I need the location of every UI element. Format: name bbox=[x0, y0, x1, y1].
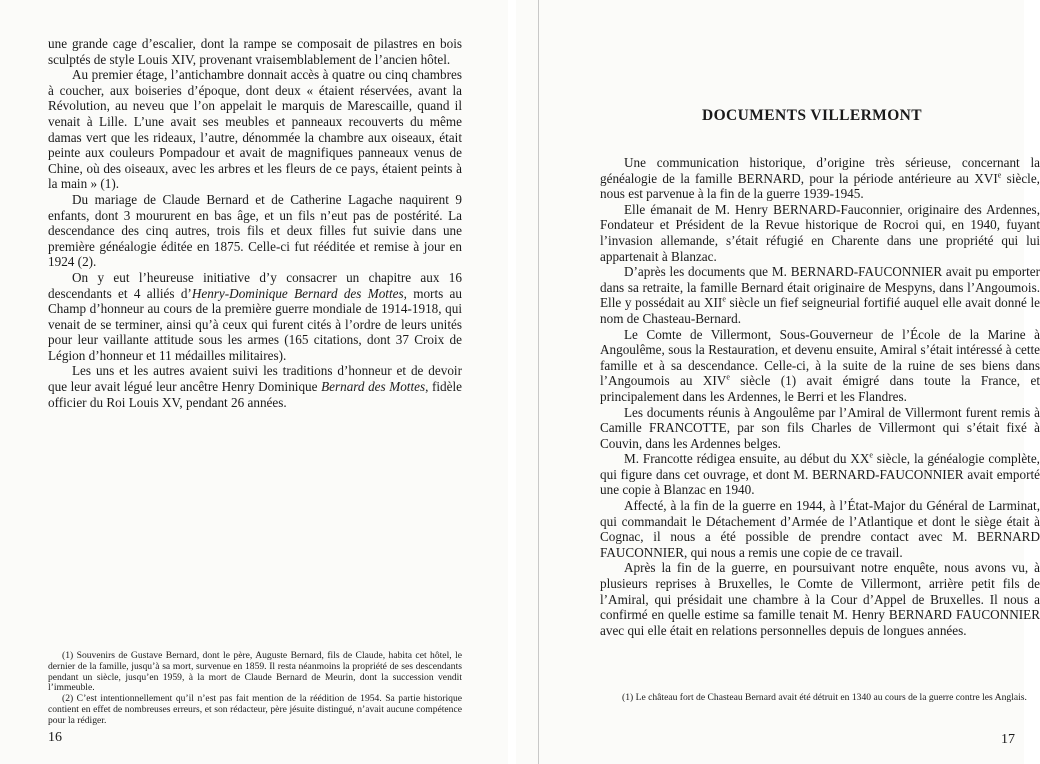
paragraph-text: Les uns et les autres avaient suivi les traditions d’honneur et de devoir que leur avait légué leur ancêtre Henry Dominique bbox=[48, 363, 462, 395]
right-page bbox=[516, 0, 1040, 764]
italic-name: Henry-Dominique Bernard des Mottes bbox=[191, 285, 404, 301]
left-footnotes bbox=[48, 651, 462, 727]
paragraph: Les documents réunis à Angoulême par l’Amiral de Villermont furent remis à Camille FRANCOTTE, par son fils Charles de Villermont qui s’était fixé à Couvin, dans les Ardennes belges. bbox=[600, 404, 1040, 451]
left-body-text bbox=[48, 36, 462, 410]
paragraph: Du mariage de Claude Bernard et de Catherine Lagache naquirent 9 enfants, dont 3 moururent en bas âge, et un fils n’eut pas de postérité. La descendance des cinq autres, trois fils et deux filles fut suivie dans une première généalogie éditée en 1875. Celle-ci fut rééditée et remise à jour en 1924 (2). bbox=[48, 191, 462, 270]
paragraph bbox=[600, 155, 1040, 202]
right-body-text bbox=[600, 155, 1040, 638]
footnote: (2) C’est intentionnellement qu’il n’est pas fait mention de la réédition de 1954. Sa partie historique contient en effet de nombreuses erreurs, et son rédacteur, père jésuite distingué, n’avait aucune compétence pour la rédiger. bbox=[48, 693, 462, 726]
page-number: 16 bbox=[48, 730, 62, 745]
right-footnotes bbox=[608, 693, 1038, 704]
paragraph-text: D’après les documents que M. BERNARD-FAUCONNIER avait pu emporter dans sa retraite, la famille Bernard était originaire de Mespyns, dans l’Angoumois. Elle y possédait au XII bbox=[600, 264, 1040, 311]
paragraph-text: siècle un fief seigneurial fortifié auquel elle avait donné le nom de Chasteau-Bernard. bbox=[600, 295, 1040, 326]
paragraph-text: siècle, nous est parvenue à la fin de la guerre 1939-1945. bbox=[600, 170, 1040, 202]
paragraph: Après la fin de la guerre, en poursuivant notre enquête, nous avons vu, à plusieurs reprises à Bruxelles, le Comte de Villermont, arrière petit fils de l’Amiral, qui présidait une chambre à la Cour d’Appel de Bruxelles. Il nous a confirmé en quelle estime sa famille tenait M. Henry BERNARD FAUCONNIER avec qui elle était en relations personnelles depuis de longues années. bbox=[600, 560, 1040, 638]
paragraph bbox=[600, 327, 1040, 405]
paragraph-text: siècle (1) avait émigré dans toute la France, et principalement dans les Ardennes, le Berri et les Flandres. bbox=[600, 373, 1040, 404]
superscript: e bbox=[869, 450, 873, 460]
superscript: e bbox=[726, 372, 730, 382]
book-gutter-divider bbox=[538, 0, 539, 764]
paragraph: une grande cage d’escalier, dont la rampe se composait de pilastres en bois sculptés de style Louis XIV, provenant vraisemblablement de l’ancien hôtel. bbox=[48, 36, 462, 67]
page-number: 17 bbox=[1001, 732, 1015, 747]
paragraph bbox=[600, 264, 1040, 326]
paragraph-text: , fidèle officier du Roi Louis XV, pendant 26 années. bbox=[48, 379, 462, 410]
paragraph: Elle émanait de M. Henry BERNARD-Fauconnier, originaire des Ardennes, Fondateur et Président de la Revue historique de Rocroi qui, en 1940, fuyant l’invasion allemande, s’était réfugié en Charente dans une propriété qui lui appartenait à Blanzac. bbox=[600, 201, 1040, 264]
paragraph: Au premier étage, l’antichambre donnait accès à quatre ou cinq chambres à coucher, aux boiseries d’époque, dont deux « étaient réservées, avant la Révolution, au neveu que l’on appelait le marquis de Marescaille, quand il venait à Lille. L’une avait ses meubles et panneaux recouverts du même damas vert que les rideaux, l’autre, dénommée la chambre aux oiseaux, était peinte aux couleurs Pompadour et avait de magnifiques panneaux venus de Chine, où des oiseaux, avec les arbres et les fleurs de ce pays, étaient peints à la main » (1). bbox=[48, 67, 462, 192]
superscript: e bbox=[997, 170, 1002, 180]
paragraph-text: siècle, la généalogie complète, qui figure dans cet ouvrage, et dont M. BERNARD-FAUCONNIER avait emporté une copie à Blanzac en 1940. bbox=[600, 451, 1040, 498]
footnote: (1) Souvenirs de Gustave Bernard, dont le père, Auguste Bernard, fils de Claude, habita cet hôtel, le dernier de la famille, jusqu’à sa mort, survenue en 1859. Il resta néanmoins la propriété de ses descendants pendant un siècle, jusqu’en 1959, à la mort de Claude Bernard de Meurin, dont la succession vendit l’immeuble. bbox=[48, 650, 462, 694]
italic-name: Bernard des Mottes bbox=[321, 379, 426, 395]
left-page bbox=[0, 0, 508, 764]
paragraph bbox=[48, 270, 462, 364]
paragraph-text: M. Francotte rédigea ensuite, au début du XX bbox=[624, 451, 870, 467]
footnote: (1) Le château fort de Chasteau Bernard avait été détruit en 1340 au cours de la guerre contre les Anglais. bbox=[622, 692, 1027, 703]
paragraph bbox=[48, 363, 462, 410]
paragraph bbox=[600, 451, 1040, 498]
paragraph-text: On y eut l’heureuse initiative d’y consacrer un chapitre aux 16 descendants et 4 alliés d’ bbox=[48, 269, 462, 301]
paragraph-text: Le Comte de Villermont, Sous-Gouverneur de l’École de la Marine à Angoulême, sous la Restauration, et devenu ensuite, Amiral s’était intéressé à cette famille et à sa descendance. Celle-ci, à la suite de la ruine de ses biens dans l’Angoumois au XIV bbox=[600, 326, 1040, 389]
page-title: DOCUMENTS VILLERMONT bbox=[702, 107, 923, 124]
paragraph-text: Une communication historique, d’origine très sérieuse, concernant la généalogie de la famille BERNARD, pour la période antérieure au XVI bbox=[600, 155, 1040, 186]
paragraph: Affecté, à la fin de la guerre en 1944, à l’État-Major du Général de Larminat, qui commandait le Détachement d’Armée de l’Atlantique et dont le siège était à Cognac, il nous a été possible de prendre contact avec M. BERNARD FAUCONNIER, qui nous a remis une copie de ce travail. bbox=[600, 498, 1040, 560]
superscript: e bbox=[722, 294, 726, 304]
paragraph-text: , morts au Champ d’honneur au cours de la première guerre mondiale de 1914-1918, qui venait de se terminer, ainsi qu’à ceux qui furent cités à l’ordre de leurs unités pour leur vaillante attitude sous les armes (165 citations, dont 37 Croix de Légion d’honneur et 11 médailles militaires). bbox=[48, 285, 462, 363]
